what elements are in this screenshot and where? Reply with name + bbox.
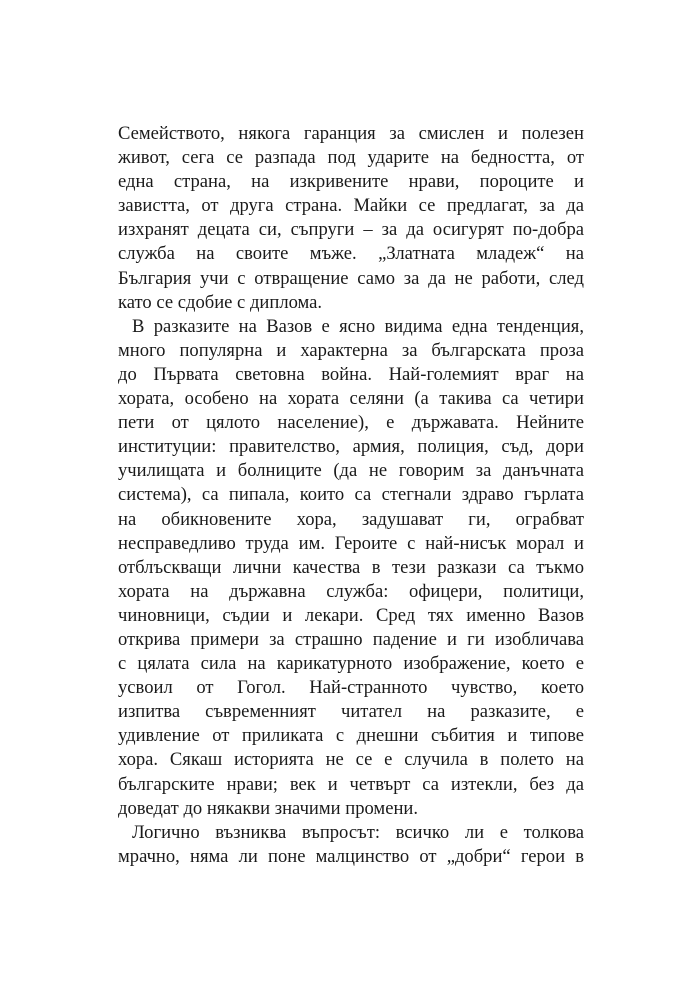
text-line: несправедливо труда им. Героите с най-нисък морал и — [118, 532, 584, 554]
text-line: хора. Сякаш историята не се е случила в полето на — [118, 749, 584, 771]
text-line: хората, особено на хората селяни (а такива са четири — [118, 388, 584, 410]
text-line: усвоил от Гогол. Най-странното чувство, което — [118, 677, 584, 699]
text-line: чиновници, съдии и лекари. Сред тях именно Вазов — [118, 604, 584, 626]
text-line: система), са пипала, които са стегнали здраво гърлата — [118, 484, 584, 506]
text-line: удивление от приликата с днешни събития и типове — [118, 725, 584, 747]
text-line: доведат до някакви значими промени. — [118, 797, 418, 819]
text-line: отблъскващи лични качества в тези разкази са тъкмо — [118, 556, 584, 578]
text-line: служба на своите мъже. „Златната младеж“ на — [118, 243, 584, 265]
text-line: мрачно, няма ли поне малцинство от „добри“ герои в — [118, 845, 584, 867]
text-line: българските нрави; век и четвърт са изтекли, без да — [118, 773, 584, 795]
paragraph — [118, 122, 584, 315]
text-line: изпитва съвременният читател на разказите, е — [118, 701, 584, 723]
text-line: Семейството, някога гаранция за смислен и полезен — [118, 123, 584, 144]
paragraph — [118, 821, 584, 869]
text-line: една страна, на изкривените нрави, пороците и — [118, 171, 584, 193]
text-line: като се сдобие с диплома. — [118, 291, 323, 313]
text-line: открива примери за страшно падение и ги изобличава — [118, 628, 584, 650]
text-line: с цялата сила на карикатурното изображение, което е — [118, 653, 584, 675]
text-line: училищата и болниците (да не говорим за данъчната — [118, 460, 584, 482]
text-line: Логично възниква въпросът: всичко ли е толкова — [132, 821, 584, 843]
body-text — [118, 122, 584, 869]
text-line: много популярна и характерна за българската проза — [118, 339, 584, 361]
text-line: хората на държавна служба: офицери, политици, — [118, 580, 584, 602]
text-line: до Първата световна война. Най-големият враг на — [118, 363, 584, 385]
text-line: завистта, от друга страна. Майки се предлагат, за да — [118, 195, 584, 217]
text-line: пети от цялото население), е държавата. Нейните — [118, 412, 584, 434]
text-line: на обикновените хора, задушават ги, ограбват — [118, 508, 584, 530]
paragraph — [118, 315, 584, 821]
text-line: В разказите на Вазов е ясно видима една тенденция, — [132, 315, 584, 337]
text-line: изхранят децата си, съпруги – за да осигурят по-добра — [118, 219, 584, 241]
text-line: България учи с отвращение само за да не работи, след — [118, 267, 584, 289]
text-line: институции: правителство, армия, полиция, съд, дори — [118, 436, 584, 458]
text-line: живот, сега се разпада под ударите на бедността, от — [118, 147, 584, 169]
